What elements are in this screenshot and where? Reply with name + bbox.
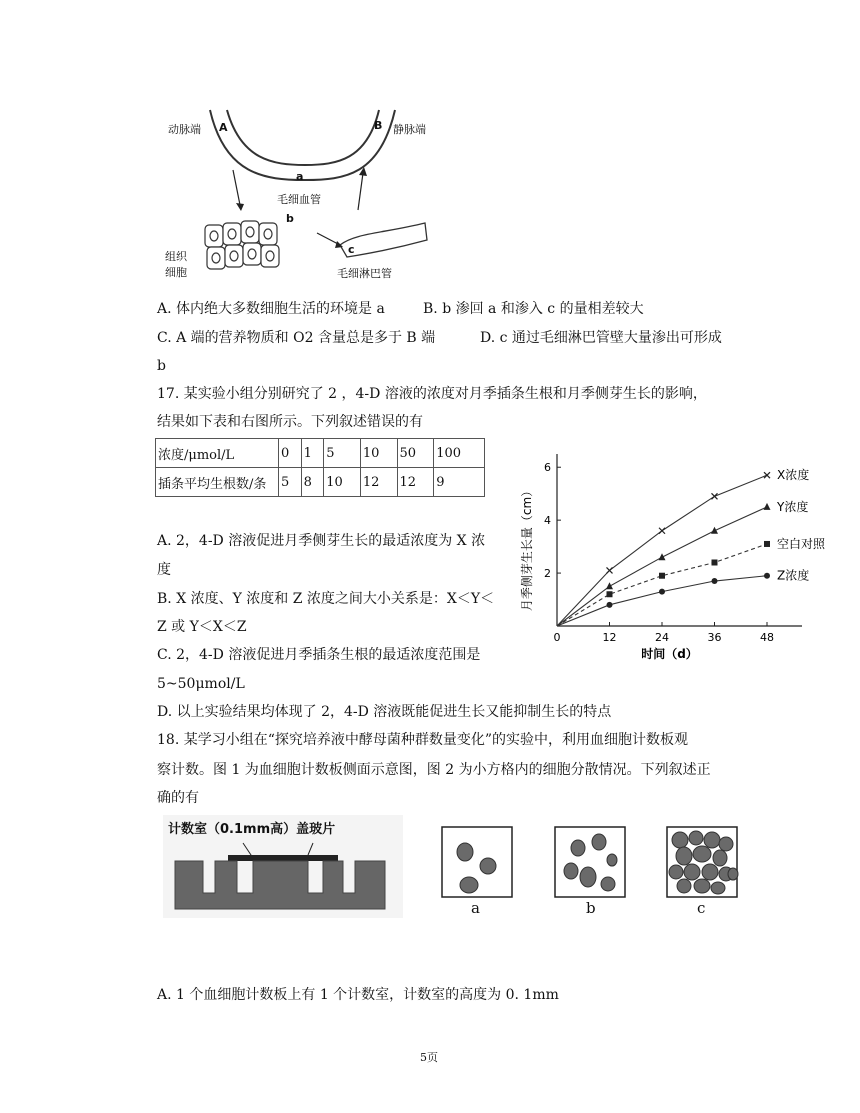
- grid-square-a: [441, 826, 513, 898]
- series-label: 空白对照: [777, 536, 826, 551]
- label-tissue-2: 细胞: [165, 266, 187, 279]
- q18-stem-1: 18. 某学习小组在“探究培养液中酵母菌种群数量变化”的实验中，利用血细胞计数板观: [157, 732, 689, 748]
- q18-option-a: A. 1 个血细胞计数板上有 1 个计数室，计数室的高度为 0. 1mm: [157, 987, 559, 1003]
- data-point: [711, 527, 718, 534]
- table-cell: 8: [301, 468, 324, 497]
- q16-option-b: B. b 渗回 a 和渗入 c 的量相差较大: [423, 301, 644, 317]
- label-venous-end: 静脉端: [393, 123, 426, 136]
- q17-option-a: A. 2，4-D 溶液促进月季侧芽生长的最适浓度为 X 浓: [157, 533, 486, 549]
- q16-option-d: D. c 通过毛细淋巴管壁大量渗出可形成: [480, 330, 722, 346]
- series-line-1: [557, 507, 767, 626]
- label-b: b: [286, 212, 294, 225]
- x-tick-label: 12: [602, 631, 617, 644]
- label-c: c: [348, 243, 355, 256]
- data-point: [712, 578, 718, 584]
- q17-stem-2: 结果如下表和右图所示。下列叙述错误的有: [157, 414, 423, 430]
- q16-option-a: A. 体内绝大多数细胞生活的环境是 a: [157, 301, 385, 317]
- table-row: [156, 468, 485, 497]
- data-point: [607, 567, 613, 573]
- y-tick-label: 2: [544, 567, 551, 581]
- q17-option-c: C. 2，4-D 溶液促进月季插条生根的最适浓度范围是: [157, 647, 481, 663]
- table-cell: 9: [434, 468, 485, 497]
- data-point: [764, 503, 771, 510]
- page-number: 5页: [420, 1051, 438, 1064]
- data-point: [764, 573, 770, 579]
- table-cell: 0: [279, 439, 302, 468]
- grid-square-b: [554, 826, 626, 898]
- table-cell: 1: [301, 439, 324, 468]
- q18-stem-3: 确的有: [157, 790, 199, 806]
- label-tissue-1: 组织: [165, 250, 187, 263]
- series-line-3: [557, 576, 767, 626]
- x-tick-label: 0: [553, 631, 561, 644]
- data-point: [659, 528, 665, 534]
- table-cell: 10: [324, 468, 361, 497]
- data-point: [659, 553, 666, 560]
- grid-label-b: b: [586, 899, 596, 917]
- q16-option-d-cont: b: [157, 358, 166, 374]
- x-tick-label: 36: [707, 631, 722, 644]
- q17-option-c-cont: 5~50μmol/L: [157, 676, 245, 692]
- label-capillary: 毛细血管: [277, 193, 321, 206]
- hemocytometer-label: 计数室（0.1mm高）盖玻片: [168, 822, 336, 837]
- y-tick-label: 4: [544, 514, 551, 528]
- table-cell: 100: [434, 439, 485, 468]
- q17-option-b-cont: Z 或 Y＜X＜Z: [157, 619, 247, 635]
- data-point: [764, 541, 770, 547]
- grid-label-c: c: [697, 899, 706, 917]
- label-A: A: [219, 121, 228, 134]
- x-tick-label: 24: [655, 631, 669, 644]
- q17-stem-1: 17. 某实验小组分别研究了 2 ，4-D 溶液的浓度对月季插条生根和月季侧芽生长的影响，: [157, 386, 707, 402]
- data-point: [659, 573, 665, 579]
- q18-stem-2: 察计数。图 1 为血细胞计数板侧面示意图，图 2 为小方格内的细胞分散情况。下列叙述正: [157, 762, 711, 778]
- label-B: B: [374, 119, 383, 132]
- q17-option-a-cont: 度: [157, 562, 171, 578]
- table-cell: 5: [279, 468, 302, 497]
- data-point: [712, 559, 718, 565]
- label-arterial-end: 动脉端: [168, 123, 201, 136]
- x-tick-label: 48: [760, 631, 774, 644]
- y-tick-label: 6: [544, 461, 551, 475]
- concentration-table: [155, 438, 485, 497]
- series-line-0: [557, 475, 767, 626]
- table-cell: 浓度/μmol/L: [156, 439, 279, 468]
- table-cell: 10: [360, 439, 397, 468]
- hemocytometer-diagram: [163, 835, 403, 915]
- data-point: [712, 493, 718, 499]
- q17-option-d: D. 以上实验结果均体现了 2，4-D 溶液既能促进生长又能抑制生长的特点: [157, 704, 612, 720]
- table-cell: 12: [360, 468, 397, 497]
- label-a: a: [296, 170, 304, 183]
- q16-option-c: C. A 端的营养物质和 O2 含量总是多于 B 端: [157, 330, 436, 346]
- x-axis-label: 时间（d）: [641, 647, 698, 661]
- table-row: [156, 439, 485, 468]
- grid-square-c: [666, 826, 740, 898]
- series-label: Y浓度: [777, 499, 809, 514]
- series-label: Z浓度: [777, 568, 810, 583]
- data-point: [606, 582, 613, 589]
- data-point: [659, 589, 665, 595]
- y-axis-label: 月季侧芽生长量（cm）: [520, 484, 534, 612]
- series-label: X浓度: [777, 468, 810, 483]
- grid-label-a: a: [471, 899, 480, 917]
- table-cell: 12: [397, 468, 434, 497]
- data-point: [607, 591, 613, 597]
- table-cell: 插条平均生根数/条: [156, 468, 279, 497]
- q17-option-b: B. X 浓度、Y 浓度和 Z 浓度之间大小关系是：X＜Y＜: [157, 591, 495, 607]
- label-lymph: 毛细淋巴管: [337, 267, 392, 280]
- data-point: [607, 602, 613, 608]
- table-cell: 50: [397, 439, 434, 468]
- data-point: [764, 472, 770, 478]
- table-cell: 5: [324, 439, 361, 468]
- growth-chart: [515, 440, 826, 665]
